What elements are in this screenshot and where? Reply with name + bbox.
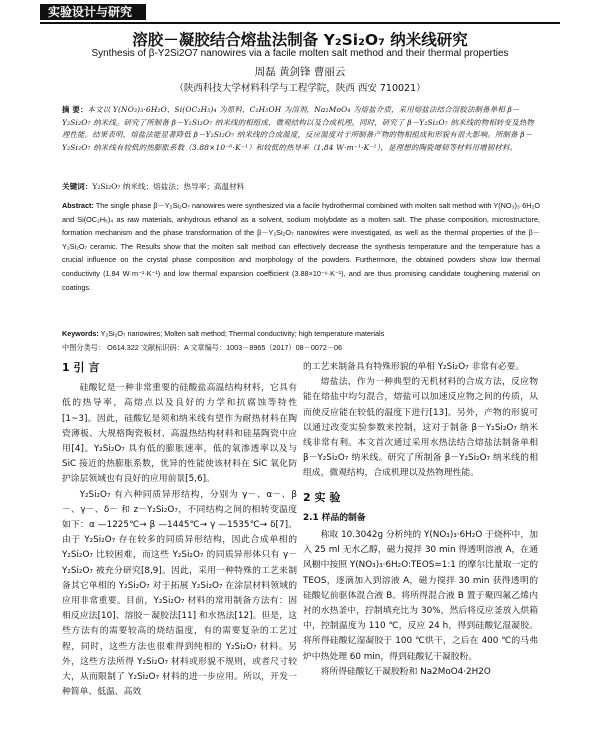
section-header-bar (40, 4, 560, 24)
affiliation: （陕西科技大学材料科学与工程学院，陕西 西安 710021） (174, 83, 426, 94)
keywords-en-text: Y₂Si₂O₇ nanowires; Molten salt method; Thermal conductivity; high temperature materials (100, 329, 385, 338)
paragraph: 硅酸钇是一种非常重要的硅酸盐高温结构材料，它具有低的热导率，高熔点以及良好的力学和抗腐蚀等特性[1~3]。因此，硅酸钇是须和纳米线有望作为耐热材料在陶瓷薄板、大规格陶瓷板材、高温热结构材料和硅基陶瓷中应用[4]。Y₂Si₂O₇ 具有低的膨胀速率，低的氧渗透率以及与 SiC 接近的热膨胀系数，优异的性能使该材料在 SiC 氧化防护涂层领域也有良好的应用前景[5,6]。 (62, 383, 297, 485)
title-chinese: 溶胶－凝胶结合熔盐法制备 Y₂Si₂O₇ 纳米线研究 (132, 31, 468, 49)
keywords-zh-label: 关键词： (62, 182, 93, 191)
keywords-en-label: Keywords: (62, 329, 99, 338)
paragraph: 的工艺来制备具有特殊形貌的单相 Y₂Si₂O₇ 非常有必要。 (303, 362, 525, 372)
authors: 周磊 黄剑锋 曹丽云 (254, 66, 346, 78)
section-heading-experiment: 2 实 验 (303, 490, 341, 504)
right-column (303, 360, 538, 680)
abstract-en-label: Abstract: (62, 201, 94, 210)
abstract-english (62, 199, 540, 294)
subsection-heading: 2.1 样品的制备 (303, 512, 366, 523)
left-column (62, 360, 297, 700)
keywords-zh-text: Y₂Si₂O₇ 纳米线；熔盐法；热导率；高温材料 (92, 182, 245, 191)
classification-line: 中图分类号： O614.322 文献标识码：A 文章编号：1003－8965（2017）08－0072－06 (62, 343, 343, 352)
paragraph: 熔盐法，作为一种典型的无机材料的合成方法，反应物能在熔盐中均匀混合，熔盐可以加速反应物之间的传质，从而使反应能在较低的温度下进行[13]。另外，产物的形貌可以通过改变实验参数来控制，这对于制备 β－Y₂Si₂O₇ 纳米线非常有利。本文首次通过采用水热法结合熔盐法制备单相 β－Y₂Si₂O₇ 纳米线。研究了所制备 β－Y₂Si₂O₇ 纳米线的相组成，微观结构，合成机理以及热物理性能。 (303, 377, 538, 479)
abstract-zh-label: 摘 要： (62, 105, 88, 114)
paragraph: 称取 10.3042g 分析纯的 Y(NO₃)₃·6H₂O 于烧杯中，加入 25 ml 无水乙醇，磁力搅拌 30 min 得透明溶液 A，在通风橱中按照 Y(NO₃)₃·6H₂O:TEOS=1:1 的摩尔比量取一定的 TEOS，逐滴加入到溶液 A，磁力搅拌 30 min 获得透明的硅酸钇前驱体混合液 B。将所得混合液 B 置于聚四氟乙烯内衬的水热釜中，拧制填充比为 30%，然后将反应釜放入烘箱中，控制温度为 110 ℃，反应 24 h，得到硅酸钇湿凝胶。将所得硅酸钇湿凝胶于 100 ℃烘干，之后在 400 ℃的马弗炉中热处理 60 min，得到硅酸钇干凝胶粉。 (303, 530, 538, 662)
paragraph: 将所得硅酸钇干凝胶粉和 Na2MoO4·2H2O (320, 666, 491, 677)
keywords-english (62, 328, 540, 340)
abstract-chinese (62, 104, 540, 154)
section-heading-intro: 1 引 言 (62, 361, 100, 374)
section-tag: 实验设计与研究 (40, 4, 146, 20)
paragraph: Y₂Si₂O₇ 有六种同质异形结构，分别为 γ－、α－、β－、γ－、δ－ 和 z－Y₂Si₂O₇，不同结构之间的相转变温度如下：α —1225℃→ β —1445℃→ γ —1535℃→ δ[7]。由于 Y₂Si₂O₇ 存在较多的同质异形结构，因此合成单相的 Y₂Si₂O₇ 比较困难，而这些 Y₂Si₂O₇ 的同质异形体只有 γ－Y₂Si₂O₇ 被充分研究[8,9]。因此，采用一种特殊的工艺来制备其它单相的 Y₂Si₂O₇ 对于拓展 Y₂Si₂O₇ 在涂层材料领域的应用非常重要。目前，Y₂Si₂O₇ 材料的常用制备方法有：固相反应法[10]、溶胶－凝胶法[11] 和水热法[12]。但是，这些方法有的需要较高的烧结温度，有的需要复杂的工艺过程，同时，这些方法也很难得到纯相的 Y₂Si₂O₇ 材料。另外，这些方法所得 Y₂Si₂O₇ 材料或形貌不规则，或者尺寸较大，从而限制了 Y₂Si₂O₇ 材料的进一步应用。所以，开发一种简单、低温、高效 (62, 489, 297, 698)
title-english: Synthesis of β-Y2Si2O7 nanowires via a facile molten salt method and their thermal properties (91, 48, 509, 59)
keywords-chinese (62, 181, 540, 193)
abstract-zh-text: 本文以 Y(NO₃)₃·6H₂O、Si(OC₂H₅)₄ 为原料，C₂H₅OH 为溶剂，Na₂MoO₄ 为熔盐介质，采用熔盐法结合溶胶法制备单相 β－Y₂Si₂O₇ 纳米线。研究了所制备 β－Y₂Si₂O₇ 纳米线的相组成、微观结构以及合成机理。同时，研究了 β－Y₂Si₂O₇ 纳米线的物相转变及热物理性能。结果表明，熔盐法能显著降低 β－Y₂Si₂O₇ 纳米线的合成温度，反应温度对于所制备产物的物相组成和形貌有很大影响。所制备 β－Y₂Si₂O₇ 纳米线有较低的热膨胀系数（3.88×10⁻⁶·K⁻¹）和较低的热导率（1.84 W·m⁻¹·K⁻¹），是理想的陶瓷增韧等材料用增韧材料。 (62, 105, 535, 152)
abstract-en-text: The single phase β－Y₂Si₂O₇ nanowires were synthesized via a facile hydrothermal combined with molten salt method with Y(NO₃)₃·6H₂O and Si(OC₂H₅)₄ as raw materials, anhydrous ethanol as a solvent, sodium molybdate as a molten salt. The phase composition, microstructure, formation mechanism and the phase transformation of the β－Y₂Si₂O₇ nanowires were investigated, as well as the thermal properties of the β－Y₂Si₂O₇ ceramic. The Results show that the molten salt method can effectively decrease the synthesis temperature and the temperature has a crucial influence on the crystal phase composition and morphology of the powders. Furthermore, the obtained powders show low thermal conductivity (1.84 W·m⁻¹·K⁻¹) and low thermal expansion coefficient (3.88×10⁻⁶·K⁻¹), and are thus promising candidate toughening material on coatings. (62, 201, 540, 292)
